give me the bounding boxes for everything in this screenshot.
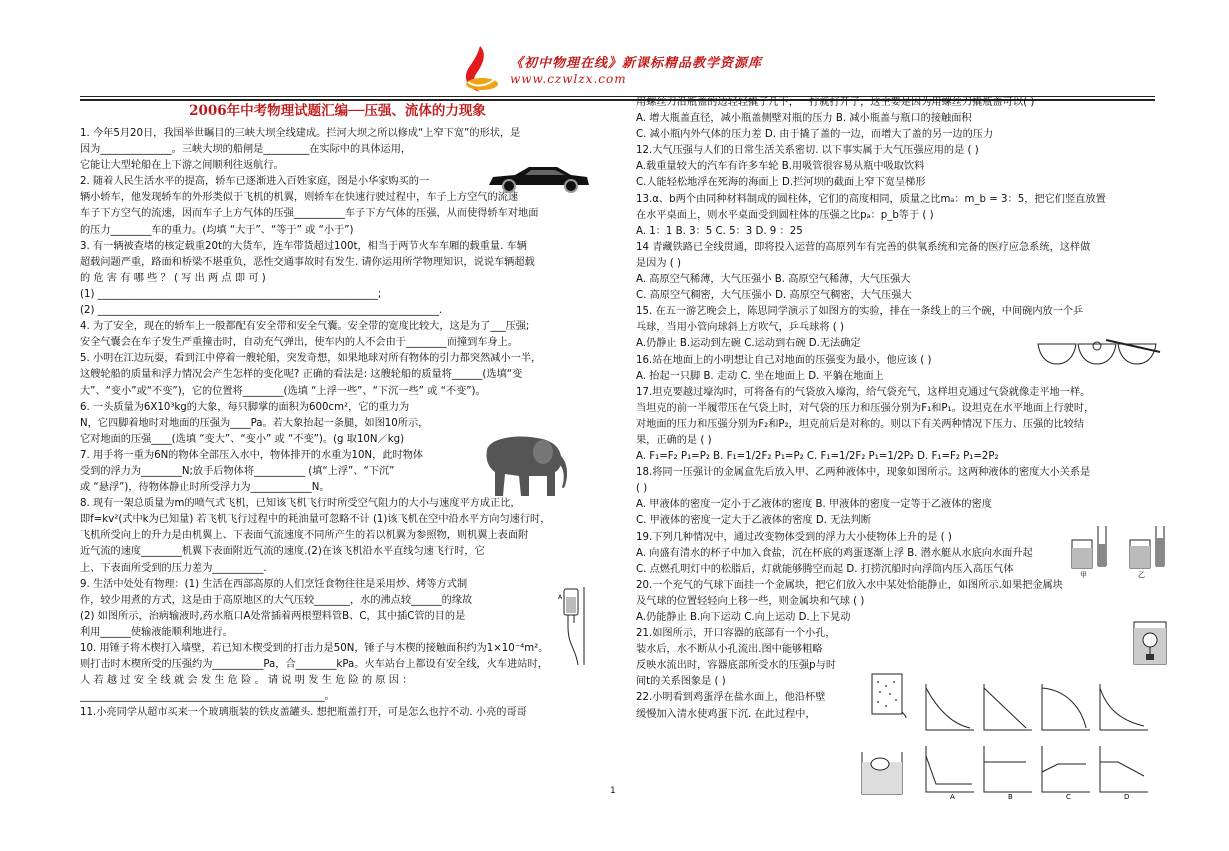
right-column-line: A.仍能静止 B.向下运动 C.向上运动 D.上下晃动 <box>636 612 851 623</box>
right-column-line: 16.站在地面上的小明想让自己对地面的压强变为最小，他应该 ( ) <box>636 354 932 366</box>
site-title: 《初中物理在线》新课标精品教学资源库 <box>510 56 763 71</box>
balloon-in-water-figure <box>1132 618 1168 666</box>
left-column-line: (2) ___________________________________________________________________. <box>80 305 443 317</box>
elephant-figure <box>467 430 577 502</box>
graph-label-d: D <box>1124 793 1130 800</box>
left-column-line: 8. 现有一架总质量为m的喷气式飞机，已知该飞机飞行时所受空气阻力的大小与速度平方成正比， <box>80 498 521 510</box>
left-column-line: 或 “悬浮”)，待物体静止时所受浮力为____________N。 <box>80 482 330 494</box>
right-column-line: 装水后，水不断从小孔流出.图中能够粗略 <box>636 644 823 656</box>
left-column-line: 车子下方空气的流速，因而车子上方气体的压强__________车子下方气体的压强，从而使得轿车对地面 <box>80 208 539 220</box>
page-number: 1 <box>610 786 616 796</box>
left-column-line: 则打击时木楔所受的压强约为__________Pa，合________kPa。火车站台上都设有安全线，火车进站时， <box>80 659 548 671</box>
beaker-label-a: 甲 <box>1080 571 1087 578</box>
left-column-line: 10. 用锤子将木楔打入墙壁，若已知木楔受到的打击力是50N，锤子与木楔的接触面积约为1×10⁻⁴m²。 <box>80 643 549 654</box>
right-column-line: 在水平桌面上，则水平桌面受到圆柱体的压强之比pₐ：p_b等于 ( ) <box>636 209 934 221</box>
right-column-line: 乓球，当用小管向球斜上方吹气，乒乓球将 ( ) <box>636 322 844 334</box>
document-title: 2006年中考物理试题汇编──压强、流体的力现象 <box>189 103 486 119</box>
right-column-line: 及气球的位置轻轻向上移一些，则金属块和气球 ( ) <box>636 595 865 607</box>
right-column-line: 22.小明看到鸡蛋浮在盐水面上，他沿杯壁 <box>636 692 826 704</box>
right-column-line: 果，正确的是 ( ) <box>636 434 712 446</box>
left-column-line: 的压力________车的重力。(均填 “大于”、“等于” 或 “小于”) <box>80 224 354 236</box>
right-column-line: A.仍静止 B.运动到左碗 C.运动到右碗 D.无法确定 <box>636 338 861 350</box>
left-column-line: 11.小亮同学从超市买来一个玻璃瓶装的铁皮盖罐头. 想把瓶盖打开，可是怎么也拧不动. 小亮的哥哥 <box>80 707 527 719</box>
left-column-line: 7. 用手将一重为6N的物体全部压入水中，物体排开的水重为10N，此时物体 <box>80 449 424 461</box>
right-column-line: 13.α、b两个由同种材料制成的圆柱体，它们的高度相同，质量之比mₐ：m_b = 3：5，把它们竖直放置 <box>636 193 1106 205</box>
right-column-line: 当坦克的前一半履带压在气袋上时，对气袋的压力和压强分别为F₁和P₁。设坦克在水平地面上行驶时， <box>636 402 1095 414</box>
right-column-line: 反映水流出时，容器底部所受水的压强p与时 <box>636 660 837 672</box>
right-column-line: C. 高原空气稠密，大气压强小 D. 高原空气稠密，大气压强大 <box>636 290 912 302</box>
left-column-line: 作，较少用煮的方式，这是由于高原地区的大气压较_______，水的沸点较______的缘故 <box>80 594 473 606</box>
right-column-line: A. 增大瓶盖直径，减小瓶盖侧壁对瓶的压力 B. 减小瓶盖与瓶口的接触面积 <box>636 113 972 125</box>
buoyancy-graphs <box>922 742 1154 800</box>
left-column-line: 大”、“变小”或“不变”)，它的位置将________(选填 “上浮一些”、“下沉一些” 或 “不变”)。 <box>80 385 486 397</box>
left-column-line: 即f=kv²(式中k为已知量) 若飞机飞行过程中的耗油量可忽略不计 (1)该飞机在空中沿水平方向匀速行时， <box>80 514 551 526</box>
right-column-line: 19.下列几种情况中，通过改变物体受到的浮力大小使物体上升的是 ( ) <box>636 531 952 543</box>
site-logo-icon <box>458 44 500 94</box>
left-column-line: 5. 小明在江边玩耍，看到江中停着一艘轮船，突发奇想，如果地球对所有物体的引力都突然减小一半， <box>80 353 542 365</box>
right-column-line: C. 点燃孔明灯中的松脂后，灯就能够腾空而起 D. 打捞沉船时向浮筒内压入高压气体 <box>636 563 1014 575</box>
left-column-line: (1) _______________________________________________________; <box>80 288 382 300</box>
left-column-line: 3. 有一辆被查堵的核定载重20t的大货车，连车带货超过100t，相当于两节火车车厢的载重量. 车辆 <box>80 240 527 252</box>
site-url: www.czwlzx.com <box>510 72 627 86</box>
right-column-line: 20.一个充气的气球下面挂一个金属块，把它们放入水中某处恰能静止，如图所示.如果把金属块 <box>636 579 1063 591</box>
right-column-line: A. 抬起一只脚 B. 走动 C. 坐在地面上 D. 平躺在地面上 <box>636 370 884 382</box>
right-column-line: 18.将同一压强计的金属盒先后放入甲、乙两种液体中，现象如图所示。这两种液体的密度大小关系是 <box>636 467 1091 479</box>
right-question-lines <box>636 95 1156 723</box>
sports-car-figure <box>485 163 593 193</box>
right-column-line: 14 青藏铁路已全线贯通，即将投入运营的高原列车有完善的供氧系统和完备的医疗应急系统，这样做 <box>636 241 1091 253</box>
right-column-line: 21.如图所示，开口容器的底部有一个小孔， <box>636 628 836 640</box>
left-column-line: 人 若 越 过 安 全 线 就 会 发 生 危 险 。 请 说 明 发 生 危 险 的 原 因 ： <box>80 675 413 687</box>
pressure-time-graphs <box>922 680 1154 738</box>
left-column-line: 辆小轿车，他发现轿车的外形类似于飞机的机翼，则轿车在快速行驶过程中，车子上方空气的流速 <box>80 192 519 204</box>
right-column-line: 17.坦克要越过壕沟时，可将备有的气袋放入壕沟，给气袋充气，这样坦克通过气袋就像走平地一样。 <box>636 386 1091 398</box>
left-column-line: 这艘轮船的质量和浮力情况会产生怎样的变化呢? 正确的看法是: 这艘轮船的质量将______(选填“变 <box>80 369 523 381</box>
right-column-line: C. 甲液体的密度一定大于乙液体的密度 D. 无法判断 <box>636 515 871 527</box>
right-column-line: A. 甲液体的密度一定小于乙液体的密度 B. 甲液体的密度一定等于乙液体的密度 <box>636 499 992 511</box>
right-column-line: 是因为 ( ) <box>636 257 681 269</box>
left-column-line: ________________________________________________。 <box>80 691 335 703</box>
left-column-line: 飞机所受向上的升力是由机翼上、下表面气流速度不同所产生的若以机翼为参照物，则机翼上表面附 <box>80 530 529 542</box>
right-column <box>636 95 1156 723</box>
beaker-label-b: 乙 <box>1138 571 1145 578</box>
left-column-line: 它能让大型轮船在上下游之间顺利往返航行。 <box>80 160 284 172</box>
left-column-line: N，它四脚着地时对地面的压强为____Pa。若大象抬起一条腿，如图10所示， <box>80 417 429 429</box>
left-question-lines <box>80 126 595 721</box>
left-column-line: 超载问题严重，路面和桥梁不堪重负，恶性交通事故时有发生. 请你运用所学物理知识，说说车辆超载 <box>80 256 535 268</box>
left-column-line: 的 危 害 有 哪 些 ？ ( 写 出 两 点 即 可 ) <box>80 272 266 284</box>
right-column-line: 用螺丝刀沿瓶盖的边轻轻撬了几下，一拧就打开了，这主要是因为用螺丝刀撬瓶盖可以( ) <box>636 97 1035 108</box>
right-column-line: A. F₁=F₂ P₁=P₂ B. F₁=1/2F₂ P₁=P₂ C. F₁=1/2F₂ P₁=1/2P₂ D. F₁=F₂ P₁=2P₂ <box>636 451 999 463</box>
right-column-line: 12.大气压强与人们的日常生活关系密切. 以下事实属于大气压强应用的是 ( ) <box>636 145 979 157</box>
site-header <box>458 44 778 96</box>
graph-label-a: A <box>950 793 955 800</box>
left-column-line: 安全气囊会在车子发生严重撞击时，自动充气弹出，使车内的人不会由于________而撞到车身上。 <box>80 337 519 349</box>
pressure-gauge-beakers-figure <box>1070 522 1190 578</box>
left-column-line: 6. 一头质量为6X10³kg的大象，每只脚掌的面积为600cm²，它的重力为 <box>80 401 410 413</box>
left-column-line: 4. 为了安全，现在的轿车上一般都配有安全带和安全气囊。安全带的宽度比较大，这是为了___压强; <box>80 321 530 333</box>
left-column-line: 利用______使输液能顺利地进行。 <box>80 626 233 638</box>
right-column-line: C. 减小瓶内外气体的压力差 D. 由于撬了盖的一边，而增大了盖的另一边的压力 <box>636 129 994 141</box>
left-column-line: 因为______________。三峡大坝的船闸是_________在实际中的具体运用， <box>80 144 412 156</box>
right-column-line: A. 高原空气稀薄，大气压强小 B. 高原空气稀薄，大气压强大 <box>636 274 911 286</box>
left-column-line: 2. 随着人民生活水平的提高，轿车已逐渐进入百姓家庭，图是小华家购买的一 <box>80 176 430 188</box>
left-column-line: 上、下表面所受到的压力差为__________. <box>80 562 267 574</box>
left-column-line: 9. 生活中处处有物理：(1) 生活在西部高原的人们烹饪食物往往是采用炒、烤等方式制 <box>80 578 468 590</box>
left-column-line: (2) 如图所示，治病输液时,药水瓶口A处常插着两根塑料管B、C，其中插C管的目的是 <box>80 610 466 622</box>
right-column-line: A. 1：1 B. 3：5 C. 5：3 D. 9 ：25 <box>636 225 803 237</box>
left-column-line: 近气流的速度________机翼下表面附近气流的速度.(2)在该飞机沿水平直线匀速飞行时，它 <box>80 546 485 558</box>
graph-label-b: B <box>1008 793 1013 800</box>
left-column-line: 它对地面的压强____(选填 “变大”、“变小” 或 “不变”)。(g 取10N／kg) <box>80 433 405 445</box>
graph-label-c: C <box>1066 793 1071 800</box>
right-column-line: 缓慢加入清水使鸡蛋下沉. 在此过程中， <box>636 708 816 720</box>
left-column-line: 1. 今年5月20日，我国举世瞩目的三峡大坝全线建成。拦河大坝之所以修成“上窄下宽”的形状，是 <box>80 128 521 139</box>
right-column-line: 15. 在五一游艺晚会上，陈思同学演示了如图方的实验，排在一条线上的三个碗，中间碗内放一个乒 <box>636 306 1084 318</box>
svg-text:A: A <box>558 594 563 601</box>
iv-bottle-figure <box>556 585 592 667</box>
right-column-line: C.人能轻松地浮在死海的海面上 D.拦河坝的截面上窄下宽呈梯形 <box>636 177 926 189</box>
right-column-line: 对地面的压力和压强分别为F₂和P₂，坦克前后是对称的。则以下有关两种情况下压力、压强的比较结 <box>636 418 1085 430</box>
leaking-container-figure <box>868 672 908 718</box>
left-column-line: 受到的浮力为________N;放手后物体将__________ (填“上浮”、“下沉” <box>80 465 395 477</box>
right-column-line: A.载重量较大的汽车有许多车轮 B.用吸管很容易从瓶中吸取饮料 <box>636 161 925 173</box>
right-column-line: A. 向盛有清水的杯子中加入食盐，沉在杯底的鸡蛋逐渐上浮 B. 潜水艇从水底向水面升起 <box>636 547 1033 559</box>
three-bowls-figure <box>1036 338 1162 368</box>
egg-in-beaker-figure <box>858 748 908 798</box>
right-column-line: 间t的关系图象是 ( ) <box>636 676 726 688</box>
right-column-line: ( ) <box>636 483 648 495</box>
